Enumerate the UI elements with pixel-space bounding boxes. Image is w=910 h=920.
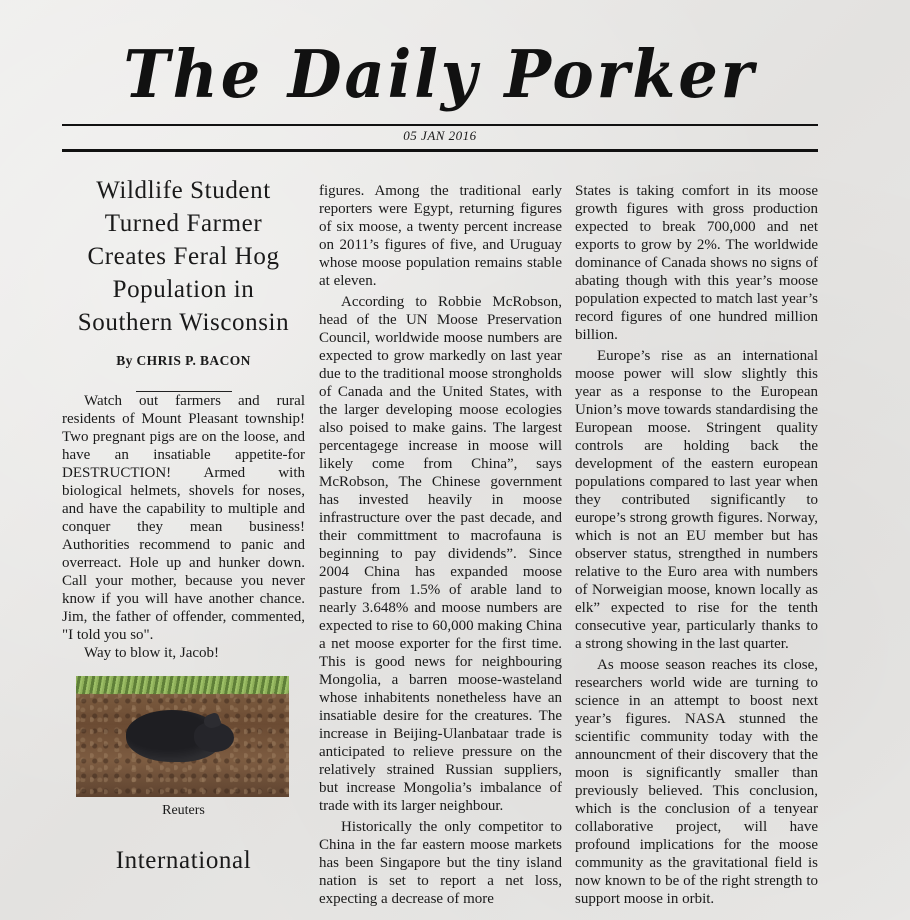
article-paragraph: Way to blow it, Jacob!: [84, 645, 220, 661]
article-paragraph: States is taking comfort in its moose growth figures with gross production expected to break 700,000 and net exports to grow by 2%. The worldwide dominance of Canada shows no signs of abating though with this year’s moose population expected to match last year’s record figures of one hundred million billion.: [575, 183, 818, 343]
article-paragraph: Watch out farmers and rural residents of Mount Pleasant township! Two pregnant pigs are on the loose, and have an insatiable appetite-for DESTRUCTION! Armed with biological helmets, shovels for noses, and have the capability to multiple and conquer they mean business! Authorities recommend to panic and overreact. Hole up and hunker down. Call your mother, because you never know if you will have another chance. Jim, the father of offender, commented, "I told you so".: [62, 393, 305, 643]
article-paragraph: Europe’s rise as an international moose power will slow slightly this year as a response to the European Union’s move towards standardising the European moose. Stringent quality controls are holding back the development of the eastern european populations compared to last year when they contributed significantly to europe’s strong growth figures. Norway, which is not an EU member but has observer status, strengthed in numbers relative to the Euro area with numbers of Norweigian moose, known locally as elk” expected to rise for the tenth consecutive year, particularly thanks to a strong showing in the last quarter.: [575, 348, 818, 652]
second-article-headline: International: [115, 847, 252, 874]
column-1: [62, 177, 305, 875]
article-headline: Wildlife Student Turned Farmer Creates Feral Hog Population in Southern Wisconsin: [77, 177, 290, 336]
article-paragraph: figures. Among the traditional early reporters were Egypt, returning figures of six moose, a twenty percent increase on 2011’s figures of five, and Uruguay whose moose population remains stable at eleven.: [319, 183, 562, 289]
dateline: 05 JAN 2016: [403, 128, 477, 143]
article-paragraph: According to Robbie McRobson, head of the UN Moose Preservation Council, worldwide moose numbers are expected to grow markedly on last year due to the traditional moose strongholds of Canada and the United States, with the larger developing moose ecologies also poised to make gains. The largest percentagege increase in moose will likely come from China”, says McRobson, The Chinese government has invested heavily in moose infrastructure over the past decade, and their committment to macrofauna is beginning to pay dividends”. Since 2004 China has expanded moose pasture from 1.5% of arable land to nearly 3.648% and moose numbers are expected to rise to 60,000 making China a net moose exporter for the first time. This is good news for neighbouring Mongolia, a barren moose-wasteland whose inhabitents nonetheless have an insatiable desire for the creatures. The increase in Beijing-Ulanbataar trade is anticipated to relieve pressure on the relatively strained Russian suppliers, but increase Mongolia’s imbalance of trade with its larger neighbour.: [319, 294, 562, 814]
masthead-bottom-rule: [62, 149, 818, 152]
masthead-title: The Daily Porker: [123, 36, 757, 113]
column-3: [575, 182, 818, 908]
photo-caption: Reuters: [162, 803, 205, 818]
masthead-top-rule: [62, 124, 818, 126]
article-paragraph: Historically the only competitor to China in the far eastern moose markets has been Singapore but the tiny island nation is set to report a net loss, expecting a decrease of more: [319, 819, 562, 907]
pig-photo: [76, 676, 289, 797]
column-2: [319, 182, 562, 908]
article-byline: By CHRIS P. BACON: [116, 353, 251, 368]
article-paragraph: As moose season reaches its close, researchers world wide are turning to science in an attempt to boost next year’s figures. NASA stunned the scientific community today with the announcment of their discovery that the moon is significantly smaller than previously believed. This conclusion, which is the conclusion of a tenyear collaborative project, will have profound implications for the moose community as the gravitational field is now known to be of the right strength to support moose in orbit.: [575, 657, 818, 907]
